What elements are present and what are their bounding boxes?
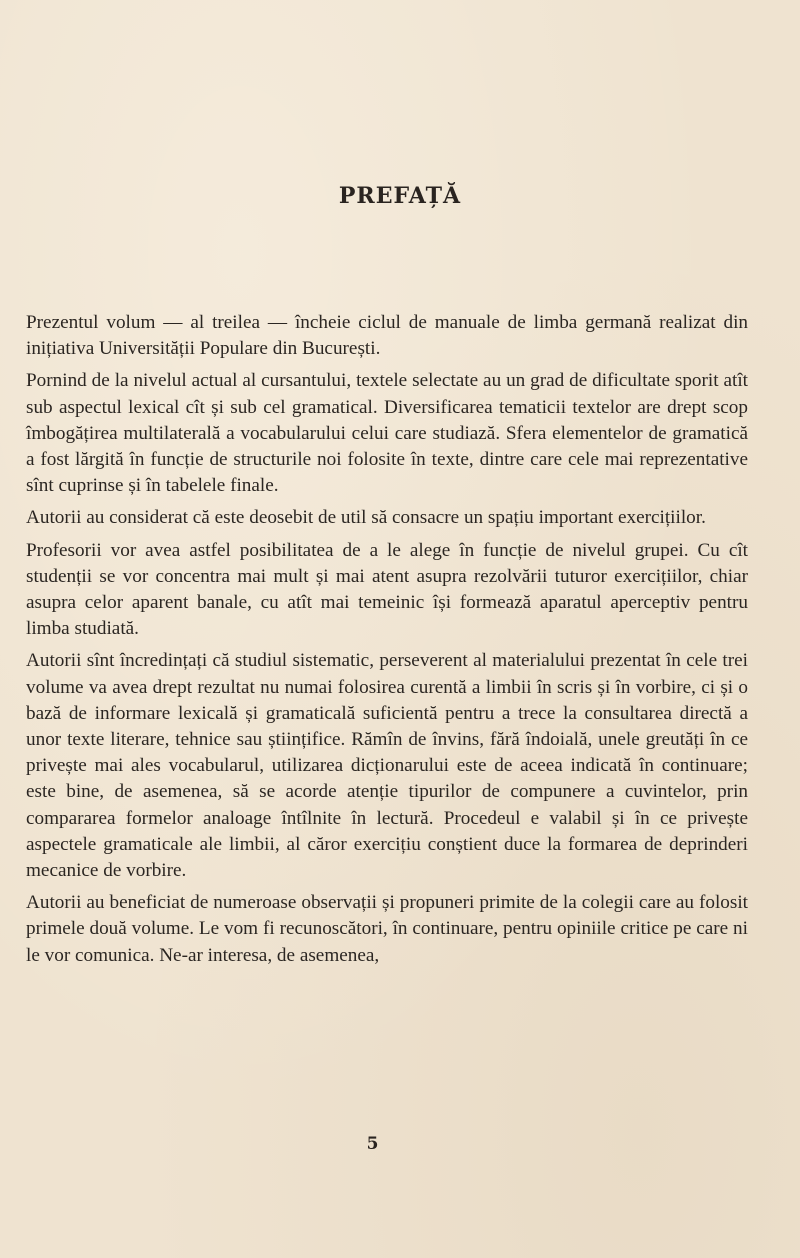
paragraph-2: Pornind de la nivelul actual al cursantului, textele selectate au un grad de dificultate sporit atît sub aspectul lexical cît și sub cel gramatical. Diversificarea tematicii textelor are drept scop îmbogățirea multilaterală a vocabularului celui care studiază. Sfera elementelor de gramatică a fost lărgită în funcție de structurile noi folosite în texte, dintre care cele mai reprezentative sînt cuprinse și în tabelele finale. <box>26 370 748 497</box>
paragraph-4: Profesorii vor avea astfel posibilitatea de a le alege în funcție de nivelul grupei. Cu cît studenții se vor concentra mai mult și mai atent asupra rezolvării tuturor exercițiilor, chiar asupra celor aparent banale, cu atît mai temeinic își formează aparatul aperceptiv pentru limba studiată. <box>26 539 748 640</box>
paragraph-1: Prezentul volum — al treilea — încheie ciclul de manuale de limba germană realizat din inițiativa Universității Populare din București. <box>26 312 748 360</box>
page-title: PREFAȚĂ <box>338 183 462 209</box>
page-number: 5 <box>366 1134 379 1154</box>
paragraph-6: Autorii au beneficiat de numeroase observații și propuneri primite de la colegii care au folosit primele două volume. Le vom fi recunoscători, în continuare, pentru opiniile critice pe care ni le vor comunica. Ne-ar interesa, de asemenea, <box>26 892 748 966</box>
preface-body <box>26 310 748 975</box>
paragraph-3: Autorii au considerat că este deosebit de util să consacre un spațiu important exercițiilor. <box>26 507 706 529</box>
paragraph-5: Autorii sînt încredințați că studiul sistematic, perseverent al materialului prezentat în cele trei volume va avea drept rezultat nu numai folosirea curentă a limbii în scris și în vorbire, ci și o bază de informare lexicală și gramaticală suficientă pentru a trece la consultarea directă a unor texte literare, tehnice sau științifice. Rămîn de învins, fără îndoială, unele greutăți în ce privește mai ales vocabularul, utilizarea dicționarului este de aceea indicată în continuare; este bine, de asemenea, să se acorde atenție tipurilor de compunere a cuvintelor, prin compararea formelor analoage întîlnite în lectură. Procedeul e valabil și în ce privește aspectele gramaticale ale limbii, al căror exercițiu conștient duce la formarea de deprinderi mecanice de vorbire. <box>26 650 748 882</box>
